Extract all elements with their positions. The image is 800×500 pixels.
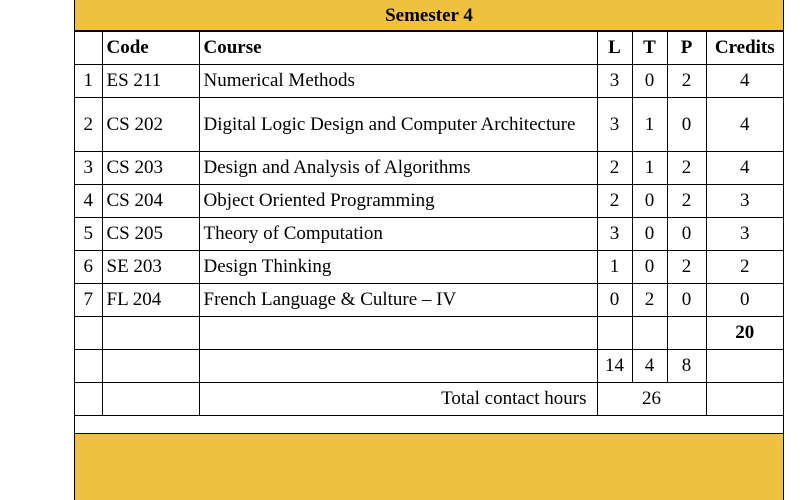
- semester-title: Semester 4: [75, 0, 783, 31]
- course-code: ES 211: [102, 65, 199, 98]
- contact-hours-label: Total contact hours: [199, 383, 597, 416]
- tutorial-hours: 0: [632, 65, 667, 98]
- total-tutorial-hours: 4: [632, 350, 667, 383]
- course-credits: 4: [706, 65, 783, 98]
- header-p: P: [667, 32, 706, 65]
- lecture-hours: 2: [597, 152, 632, 185]
- hours-total-row: [75, 350, 783, 383]
- header-code: Code: [102, 32, 199, 65]
- lecture-hours: 3: [597, 218, 632, 251]
- header-credits: Credits: [706, 32, 783, 65]
- row-number: 5: [75, 218, 102, 251]
- course-name: Numerical Methods: [199, 65, 597, 98]
- tutorial-hours: 1: [632, 98, 667, 152]
- total-lecture-hours: 14: [597, 350, 632, 383]
- header-course: Course: [199, 32, 597, 65]
- course-credits: 0: [706, 284, 783, 317]
- course-code: CS 205: [102, 218, 199, 251]
- course-code: CS 202: [102, 98, 199, 152]
- course-code: SE 203: [102, 251, 199, 284]
- contact-hours-row: [75, 383, 783, 416]
- course-table: [75, 31, 783, 416]
- row-number: 7: [75, 284, 102, 317]
- course-credits: 2: [706, 251, 783, 284]
- credits-total-row: [75, 317, 783, 350]
- practical-hours: 0: [667, 218, 706, 251]
- course-name: Digital Logic Design and Computer Architecture: [199, 98, 597, 152]
- course-code: FL 204: [102, 284, 199, 317]
- practical-hours: 2: [667, 185, 706, 218]
- course-name: French Language & Culture – IV: [199, 284, 597, 317]
- row-number: 4: [75, 185, 102, 218]
- lecture-hours: 2: [597, 185, 632, 218]
- course-name: Object Oriented Programming: [199, 185, 597, 218]
- course-code: CS 204: [102, 185, 199, 218]
- lecture-hours: 3: [597, 98, 632, 152]
- total-practical-hours: 8: [667, 350, 706, 383]
- tutorial-hours: 1: [632, 152, 667, 185]
- table-row: [75, 152, 783, 185]
- course-name: Theory of Computation: [199, 218, 597, 251]
- course-code: CS 203: [102, 152, 199, 185]
- document-page: [74, 0, 784, 500]
- practical-hours: 0: [667, 98, 706, 152]
- tutorial-hours: 0: [632, 218, 667, 251]
- header-t: T: [632, 32, 667, 65]
- practical-hours: 2: [667, 65, 706, 98]
- practical-hours: 0: [667, 284, 706, 317]
- table-row: [75, 98, 783, 152]
- table-row: [75, 284, 783, 317]
- lecture-hours: 1: [597, 251, 632, 284]
- row-number: 6: [75, 251, 102, 284]
- course-credits: 3: [706, 185, 783, 218]
- footer-band: [75, 433, 783, 500]
- course-name: Design Thinking: [199, 251, 597, 284]
- practical-hours: 2: [667, 152, 706, 185]
- course-name: Design and Analysis of Algorithms: [199, 152, 597, 185]
- course-credits: 3: [706, 218, 783, 251]
- tutorial-hours: 2: [632, 284, 667, 317]
- header-num: [75, 32, 102, 65]
- total-credits: 20: [706, 317, 783, 350]
- row-number: 1: [75, 65, 102, 98]
- lecture-hours: 0: [597, 284, 632, 317]
- table-row: [75, 185, 783, 218]
- table-row: [75, 218, 783, 251]
- tutorial-hours: 0: [632, 251, 667, 284]
- tutorial-hours: 0: [632, 185, 667, 218]
- table-row: [75, 65, 783, 98]
- row-number: 3: [75, 152, 102, 185]
- row-number: 2: [75, 98, 102, 152]
- header-row: [75, 32, 783, 65]
- practical-hours: 2: [667, 251, 706, 284]
- table-row: [75, 251, 783, 284]
- header-l: L: [597, 32, 632, 65]
- course-credits: 4: [706, 98, 783, 152]
- contact-hours-value: 26: [597, 383, 706, 416]
- course-credits: 4: [706, 152, 783, 185]
- lecture-hours: 3: [597, 65, 632, 98]
